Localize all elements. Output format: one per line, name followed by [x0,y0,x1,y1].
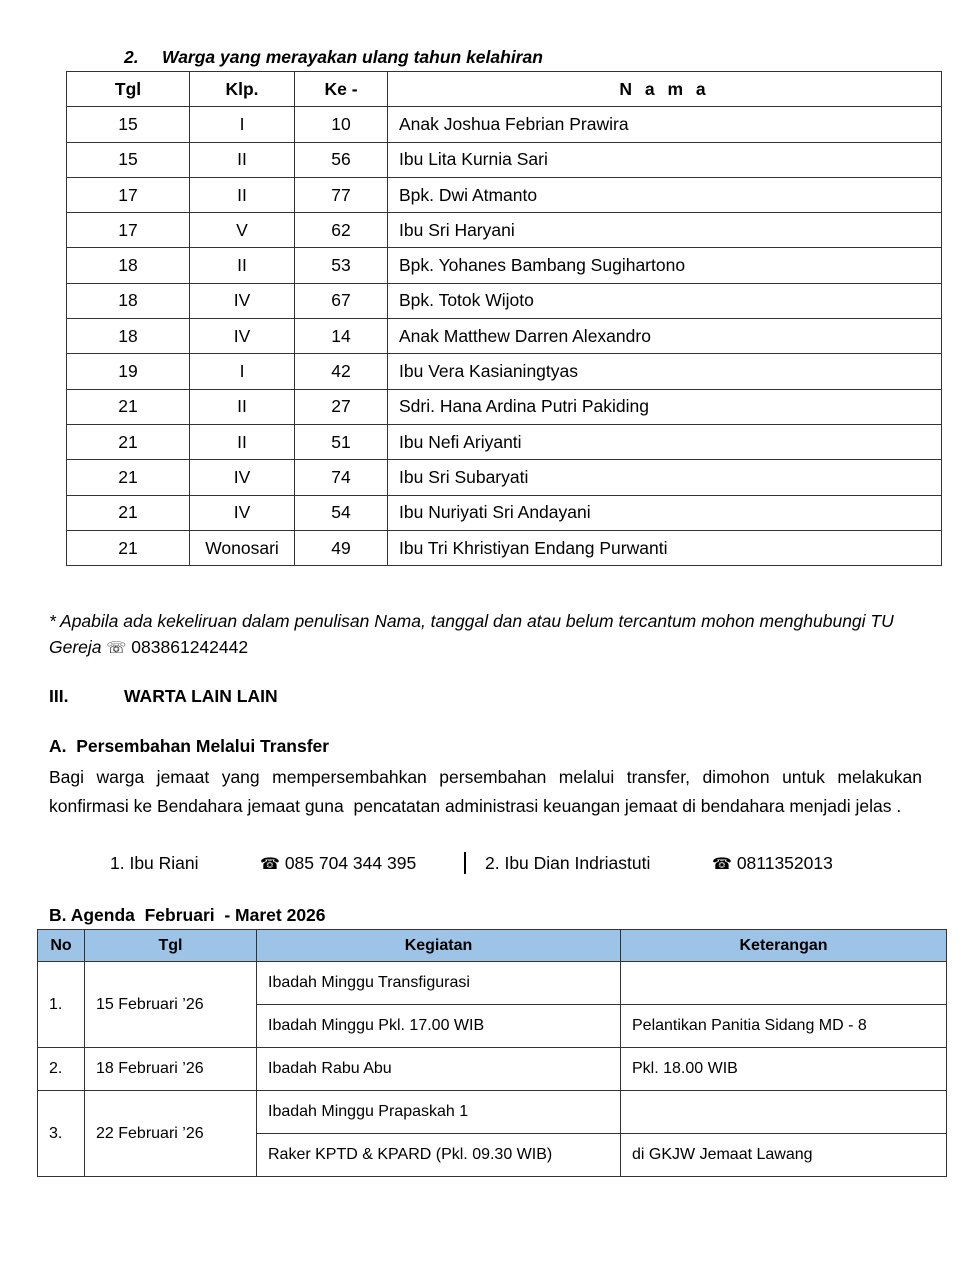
cell-ke: 49 [295,530,388,565]
cell-tgl: 21 [67,389,190,424]
section-3-roman: III. [49,686,69,706]
note-text: * Apabila ada kekeliruan dalam penulisan Nama, tanggal dan atau belum tercantum mohon menghubungi TU Gereja [49,611,894,657]
table-row [67,319,942,354]
cell-nama: Ibu Nuriyati Sri Andayani [388,495,942,530]
agenda-row [38,1048,947,1091]
cell-nama: Bpk. Yohanes Bambang Sugihartono [388,248,942,283]
contact-1-phone-wrap [260,853,416,874]
table-row [67,213,942,248]
cell-nama: Sdri. Hana Ardina Putri Pakiding [388,389,942,424]
cell-klp: II [190,248,295,283]
cell-klp: IV [190,495,295,530]
cell-ke: 54 [295,495,388,530]
agenda-cell-keterangan: di GKJW Jemaat Lawang [621,1134,947,1177]
cell-tgl: 15 [67,107,190,142]
contact-2-name: 2. Ibu Dian Indriastuti [485,853,651,873]
header-klp: Klp. [190,72,295,107]
cell-ke: 56 [295,142,388,177]
cell-klp: IV [190,283,295,318]
cell-nama: Ibu Sri Haryani [388,213,942,248]
cell-tgl: 18 [67,319,190,354]
agenda-cell-keterangan: Pelantikan Panitia Sidang MD - 8 [621,1005,947,1048]
agenda-cell-kegiatan: Ibadah Minggu Transfigurasi [257,962,621,1005]
cell-ke: 27 [295,389,388,424]
cell-tgl: 17 [67,177,190,212]
cell-nama: Ibu Vera Kasianingtyas [388,354,942,389]
agenda-cell-no: 3. [38,1091,85,1177]
cell-nama: Anak Matthew Darren Alexandro [388,319,942,354]
agenda-cell-keterangan [621,1091,947,1134]
cell-klp: I [190,107,295,142]
header-ke: Ke - [295,72,388,107]
cell-klp: IV [190,460,295,495]
cell-klp: II [190,424,295,459]
agenda-cell-kegiatan: Ibadah Minggu Pkl. 17.00 WIB [257,1005,621,1048]
birthday-table-body [67,107,942,566]
transfer-paragraph: Bagi warga jemaat yang mempersembahkan persembahan melalui transfer, dimohon untuk melakukan konfirmasi ke Bendahara jemaat guna pencatatan administrasi keuangan jemaat di bendahara menjadi jelas . [49,767,927,816]
agenda-header-no: No [38,930,85,962]
cell-nama: Ibu Sri Subaryati [388,460,942,495]
cell-nama: Ibu Nefi Ariyanti [388,424,942,459]
table-row [67,530,942,565]
table-header-row [67,72,942,107]
telephone-icon: ☎ [712,856,732,873]
cell-klp: II [190,177,295,212]
cell-klp: I [190,354,295,389]
birthday-section-title [124,47,543,68]
agenda-table [37,929,947,1177]
cell-klp: II [190,142,295,177]
cell-tgl: 21 [67,460,190,495]
transfer-heading: A. Persembahan Melalui Transfer [49,736,330,756]
cell-tgl: 17 [67,213,190,248]
table-row [67,177,942,212]
note-phone: 083861242442 [131,637,249,657]
correction-note [49,608,949,662]
table-row [67,354,942,389]
cell-klp: V [190,213,295,248]
agenda-cell-tgl: 15 Februari ’26 [85,962,257,1048]
cell-ke: 74 [295,460,388,495]
agenda-cell-kegiatan: Ibadah Rabu Abu [257,1048,621,1091]
contact-1-name: 1. Ibu Riani [110,853,199,873]
cell-tgl: 15 [67,142,190,177]
table-row [67,389,942,424]
cell-ke: 53 [295,248,388,283]
header-nama: N a m a [388,72,942,107]
agenda-cell-no: 2. [38,1048,85,1091]
agenda-cell-keterangan [621,962,947,1005]
table-row [67,495,942,530]
cell-tgl: 18 [67,283,190,318]
section-3-title: WARTA LAIN LAIN [124,686,278,706]
cell-ke: 42 [295,354,388,389]
table-row [67,107,942,142]
cell-nama: Bpk. Totok Wijoto [388,283,942,318]
agenda-header-tgl: Tgl [85,930,257,962]
cell-klp: IV [190,319,295,354]
contact-divider [464,852,466,874]
cell-nama: Bpk. Dwi Atmanto [388,177,942,212]
agenda-table-body [38,962,947,1177]
cell-tgl: 21 [67,424,190,459]
cell-ke: 67 [295,283,388,318]
cell-nama: Anak Joshua Febrian Prawira [388,107,942,142]
table-row [67,248,942,283]
cell-ke: 62 [295,213,388,248]
cell-nama: Ibu Lita Kurnia Sari [388,142,942,177]
birthday-table [66,71,942,566]
table-row [67,283,942,318]
agenda-header-row [38,930,947,962]
cell-ke: 51 [295,424,388,459]
table-row [67,460,942,495]
agenda-header-keterangan: Keterangan [621,930,947,962]
section-title-text: Warga yang merayakan ulang tahun kelahiran [162,47,543,67]
section-number: 2. [124,47,139,67]
agenda-header-kegiatan: Kegiatan [257,930,621,962]
agenda-cell-kegiatan: Ibadah Minggu Prapaskah 1 [257,1091,621,1134]
cell-klp: Wonosari [190,530,295,565]
cell-ke: 77 [295,177,388,212]
agenda-cell-tgl: 18 Februari ’26 [85,1048,257,1091]
cell-tgl: 19 [67,354,190,389]
agenda-cell-no: 1. [38,962,85,1048]
cell-tgl: 21 [67,530,190,565]
header-tgl: Tgl [67,72,190,107]
cell-tgl: 18 [67,248,190,283]
agenda-cell-tgl: 22 Februari ’26 [85,1091,257,1177]
agenda-heading: B. Agenda Februari - Maret 2026 [49,905,326,925]
section-3-heading [49,686,278,707]
agenda-row [38,962,947,1005]
agenda-cell-kegiatan: Raker KPTD & KPARD (Pkl. 09.30 WIB) [257,1134,621,1177]
table-row [67,424,942,459]
contact-1-phone: 085 704 344 395 [284,853,417,873]
agenda-cell-keterangan: Pkl. 18.00 WIB [621,1048,947,1091]
telephone-icon: ☏ [106,640,127,657]
telephone-icon: ☎ [260,856,280,873]
cell-klp: II [190,389,295,424]
contact-2-phone-wrap [712,853,833,874]
cell-ke: 10 [295,107,388,142]
cell-ke: 14 [295,319,388,354]
cell-tgl: 21 [67,495,190,530]
contact-2-phone: 0811352013 [736,853,833,873]
agenda-row [38,1091,947,1134]
cell-nama: Ibu Tri Khristiyan Endang Purwanti [388,530,942,565]
table-row [67,142,942,177]
